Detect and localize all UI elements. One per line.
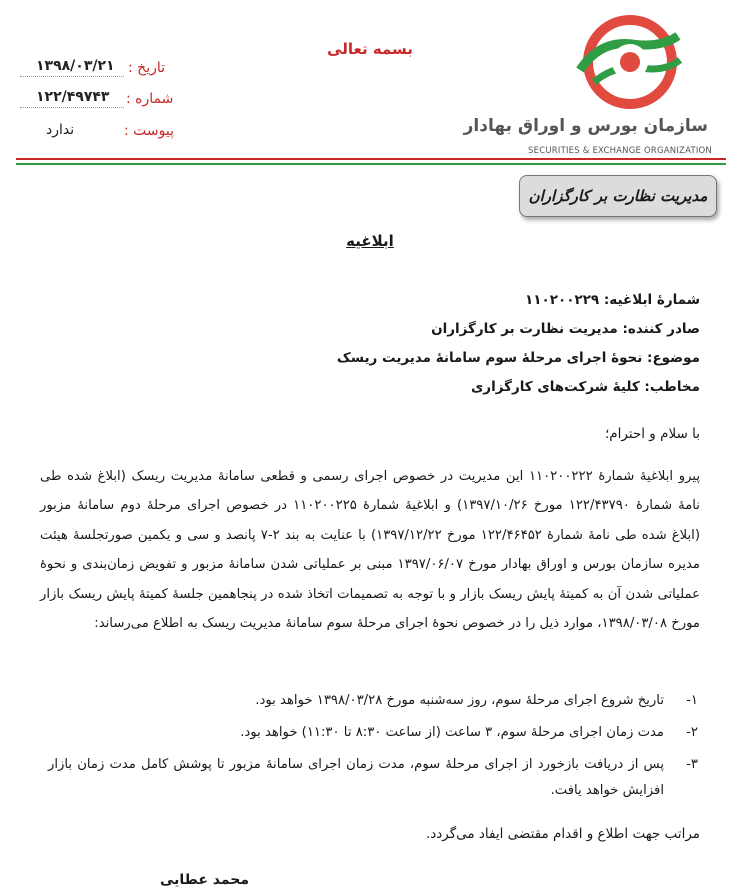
department-box: مدیریت نظارت بر کارگزاران	[519, 175, 717, 217]
closing-line: مراتب جهت اطلاع و اقدام مقتضی ایفاد می‌گردد.	[425, 826, 700, 842]
header-divider-red	[16, 158, 726, 160]
item-number: ۳-	[686, 757, 698, 772]
item-text: مدت زمان اجرای مرحلهٔ سوم، ۳ ساعت (از ساعت ۸:۳۰ تا ۱۱:۳۰) خواهد بود.	[240, 725, 664, 740]
header-divider-green	[16, 163, 726, 165]
attachment-label: پیوست :	[124, 123, 174, 139]
list-item	[48, 720, 698, 746]
date-dots	[20, 76, 124, 77]
org-name-fa: سازمان بورس و اوراق بهادار	[463, 116, 708, 136]
item-text: پس از دریافت بازخورد از اجرای مرحلهٔ سوم، مدت زمان اجرای سامانهٔ مزبور تا پوشش کامل مدت زمان بازار افزایش خواهد یافت.	[48, 757, 664, 798]
seo-emblem-icon	[560, 12, 700, 112]
recipient: مخاطب: کلیهٔ شرکت‌های کارگزاری	[470, 379, 700, 395]
list-item	[48, 752, 698, 804]
document-title: ابلاغیه	[346, 232, 394, 250]
attachment-row	[20, 123, 180, 145]
number-row	[20, 91, 180, 113]
item-text: تاریخ شروع اجرای مرحلهٔ سوم، روز سه‌شنبه مورخ ۱۳۹۸/۰۳/۲۸ خواهد بود.	[255, 693, 664, 708]
number-value: ۱۲۲/۴۹۷۴۳	[36, 89, 110, 105]
attachment-value: ندارد	[46, 122, 75, 138]
items-list	[48, 688, 698, 810]
item-number: ۱-	[686, 693, 698, 708]
basmala: بسمه تعالی	[327, 40, 413, 58]
item-number: ۲-	[686, 725, 698, 740]
number-dots	[20, 107, 124, 108]
notice-number: شمارهٔ ابلاغیه: ۱۱۰۲۰۰۲۲۹	[525, 292, 700, 308]
organization-logo	[463, 12, 720, 156]
signatory-name: محمد عطایی	[160, 872, 249, 888]
date-value: ۱۳۹۸/۰۳/۲۱	[36, 58, 115, 74]
issuer: صادر کننده: مدیریت نظارت بر کارگزاران	[431, 321, 700, 337]
greeting: با سلام و احترام؛	[604, 426, 700, 442]
body-paragraph: پیرو ابلاغیهٔ شمارهٔ ۱۱۰۲۰۰۲۲۲ این مدیریت در خصوص اجرای رسمی و قطعی سامانهٔ مدیریت ریسک (ابلاغ شده طی نامهٔ شمارهٔ ۱۲۲/۴۳۷۹۰ مورخ ۱۳۹۷/۱۰/۲۶) و ابلاغیهٔ شمارهٔ ۱۱۰۲۰۰۲۲۵ در خصوص اجرای مرحلهٔ دوم سامانهٔ مزبور (ابلاغ شده طی نامهٔ شمارهٔ ۱۲۲/۴۶۴۵۲ مورخ ۱۳۹۷/۱۲/۲۲) با عنایت به بند ۲-۷ پانصد و سی و یکمین صورتجلسهٔ هیئت مدیره سازمان بورس و اوراق بهادار مورخ ۱۳۹۷/۰۶/۰۷ مبنی بر عملیاتی شدن سامانهٔ مزبور و تفویض زمان‌بندی و نحوهٔ عملیاتی شدن آن به کمیتهٔ پایش ریسک بازار و با توجه به تصمیمات اتخاذ شده در پنجاهمین جلسهٔ کمیتهٔ پایش ریسک بازار مورخ ۱۳۹۸/۰۳/۰۸، موارد ذیل را در خصوص نحوهٔ اجرای مرحلهٔ سوم سامانهٔ مدیریت ریسک به اطلاع می‌رساند:	[40, 469, 700, 632]
list-item	[48, 688, 698, 714]
number-label: شماره :	[126, 91, 174, 107]
subject: موضوع: نحوهٔ اجرای مرحلهٔ سوم سامانهٔ مدیریت ریسک	[336, 350, 700, 366]
org-name-en: SECURITIES & EXCHANGE ORGANIZATION	[528, 146, 712, 156]
date-label: تاریخ :	[128, 60, 166, 76]
date-row	[20, 60, 180, 82]
